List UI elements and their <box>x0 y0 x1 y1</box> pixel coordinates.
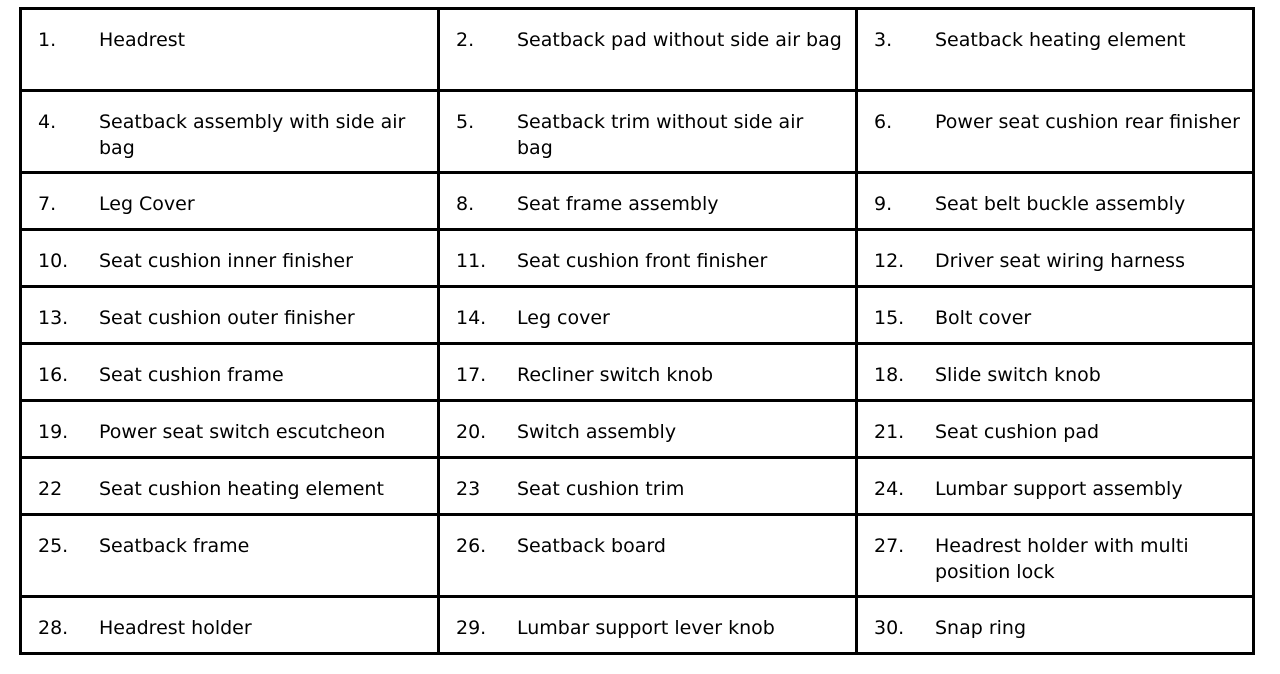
table-cell <box>439 91 857 173</box>
part-label: Recliner switch knob <box>517 364 714 386</box>
table-cell <box>21 173 439 230</box>
part-number: 5. <box>456 111 475 133</box>
part-label: Leg Cover <box>99 193 195 215</box>
part-number: 30. <box>874 617 905 639</box>
part-label: Power seat cushion rear finisher <box>935 111 1240 133</box>
part-number: 6. <box>874 111 893 133</box>
table-cell <box>21 515 439 597</box>
part-label: Seatback heating element <box>935 29 1186 51</box>
parts-legend-table <box>19 7 1255 655</box>
part-label: Driver seat wiring harness <box>935 250 1185 272</box>
part-label: Seat cushion pad <box>935 421 1100 443</box>
part-number: 23 <box>456 478 481 500</box>
part-label: Leg cover <box>517 307 610 329</box>
part-number: 29. <box>456 617 487 639</box>
table-cell <box>21 401 439 458</box>
table-cell <box>21 287 439 344</box>
part-number: 19. <box>38 421 69 443</box>
part-number: 8. <box>456 193 475 215</box>
table-cell <box>439 401 857 458</box>
table-row <box>21 458 1254 515</box>
part-label: Seat cushion front finisher <box>517 250 768 272</box>
part-number: 27. <box>874 535 905 557</box>
table-cell <box>439 173 857 230</box>
table-cell <box>439 344 857 401</box>
part-number: 11. <box>456 250 487 272</box>
part-label: Power seat switch escutcheon <box>99 421 386 443</box>
table-cell <box>439 515 857 597</box>
part-label: Seatback frame <box>99 535 250 557</box>
table-row <box>21 173 1254 230</box>
part-number: 20. <box>456 421 487 443</box>
part-number: 26. <box>456 535 487 557</box>
table-cell <box>21 344 439 401</box>
part-number: 4. <box>38 111 57 133</box>
table-cell <box>439 458 857 515</box>
part-number: 7. <box>38 193 57 215</box>
table-cell <box>857 287 1254 344</box>
table-cell <box>21 458 439 515</box>
table-cell <box>857 91 1254 173</box>
part-label: Seatback board <box>517 535 666 557</box>
part-number: 17. <box>456 364 487 386</box>
part-number: 21. <box>874 421 905 443</box>
table-row <box>21 9 1254 91</box>
table-cell <box>439 597 857 654</box>
part-label: Seat belt buckle assembly <box>935 193 1186 215</box>
table-cell <box>21 91 439 173</box>
part-number: 2. <box>456 29 475 51</box>
table-cell <box>857 597 1254 654</box>
part-label: Seatback assembly with side air bag <box>99 111 406 159</box>
part-number: 28. <box>38 617 69 639</box>
table-cell <box>439 9 857 91</box>
table-cell <box>439 287 857 344</box>
part-label: Seatback trim without side air bag <box>517 111 804 159</box>
table-cell <box>857 515 1254 597</box>
table-cell <box>857 401 1254 458</box>
part-label: Seat cushion frame <box>99 364 284 386</box>
table-cell <box>21 230 439 287</box>
part-number: 13. <box>38 307 69 329</box>
part-label: Snap ring <box>935 617 1027 639</box>
table-cell <box>857 9 1254 91</box>
part-number: 18. <box>874 364 905 386</box>
part-label: Lumbar support lever knob <box>517 617 775 639</box>
table-row <box>21 344 1254 401</box>
table-row <box>21 230 1254 287</box>
table-cell <box>21 9 439 91</box>
part-number: 22 <box>38 478 63 500</box>
part-label: Seat frame assembly <box>517 193 719 215</box>
part-number: 14. <box>456 307 487 329</box>
table-cell <box>857 173 1254 230</box>
table-cell <box>857 344 1254 401</box>
part-label: Seatback pad without side air bag <box>517 29 842 51</box>
part-number: 24. <box>874 478 905 500</box>
table-row <box>21 515 1254 597</box>
part-number: 9. <box>874 193 893 215</box>
table-cell <box>439 230 857 287</box>
table-row <box>21 401 1254 458</box>
part-label: Headrest holder with multi position lock <box>935 535 1189 583</box>
part-number: 3. <box>874 29 893 51</box>
part-number: 25. <box>38 535 69 557</box>
part-label: Seat cushion trim <box>517 478 685 500</box>
part-number: 10. <box>38 250 69 272</box>
part-label: Lumbar support assembly <box>935 478 1183 500</box>
part-label: Headrest holder <box>99 617 252 639</box>
part-number: 16. <box>38 364 69 386</box>
table-cell <box>21 597 439 654</box>
table-row <box>21 597 1254 654</box>
part-number: 12. <box>874 250 905 272</box>
table-row <box>21 91 1254 173</box>
part-label: Switch assembly <box>517 421 677 443</box>
part-label: Bolt cover <box>935 307 1032 329</box>
part-label: Headrest <box>99 29 186 51</box>
table-cell <box>857 458 1254 515</box>
part-label: Seat cushion inner finisher <box>99 250 353 272</box>
part-number: 1. <box>38 29 57 51</box>
part-label: Slide switch knob <box>935 364 1101 386</box>
table-row <box>21 287 1254 344</box>
part-label: Seat cushion outer finisher <box>99 307 355 329</box>
part-number: 15. <box>874 307 905 329</box>
part-label: Seat cushion heating element <box>99 478 384 500</box>
table-cell <box>857 230 1254 287</box>
